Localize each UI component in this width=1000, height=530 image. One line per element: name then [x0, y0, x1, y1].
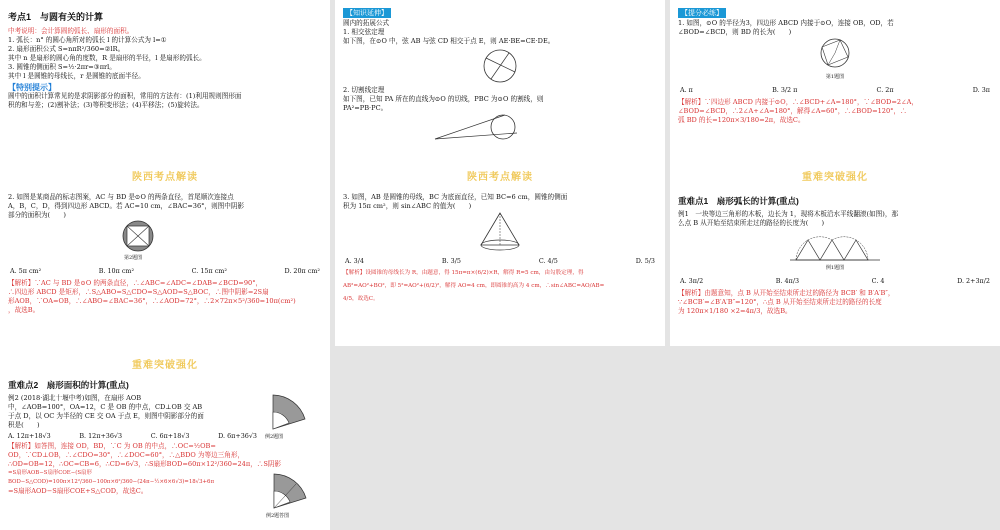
- slide6-heading: 重难点1 扇形弧长的计算(重点): [678, 196, 799, 206]
- option-a: A. 3/4: [345, 257, 364, 265]
- slide7-sol3: ∴OD=OB=12，∴OC=CB=6，∴CD=6√3，∴S扇形BOD=60π×12²/360=24π，∴S阴影: [8, 460, 282, 468]
- slide4-sol3: 形AOB，∵OA=OB，∴∠ABO=∠BAC=36°，∴∠AOD=72°，∴2×72π×5²/360=10π(cm²): [8, 297, 296, 305]
- slide6-title: 重难突破强化: [802, 172, 868, 183]
- slide1-line3: 其中 n 是扇形的圆心角的度数，R 是扇形的半径，l 是扇形的弧长。: [8, 54, 206, 62]
- option-b: B. 3/2 π: [772, 86, 798, 94]
- chord-figure: [335, 46, 665, 86]
- slide5-title: 陕西考点解读: [467, 172, 533, 183]
- quad-circle-figure: [670, 37, 1000, 73]
- option-b: B. 3/5: [441, 257, 461, 265]
- slide6-q1: 例1 一块等边三角形的木板，边长为 1，现将木板沿水平线翻滚(如图)，那: [678, 210, 899, 218]
- slide-6: [670, 158, 1000, 346]
- option-a: A. 12π+18√3: [8, 432, 51, 440]
- slide7-title: 重难突破强化: [132, 360, 198, 371]
- slide6-sol2: ∵∠BCB′=∠B′A′B″=120°，∴点 B 从开始至结束所走过的路径的长度: [678, 298, 882, 306]
- cone-figure: [335, 211, 665, 253]
- option-a: A. π: [680, 86, 693, 94]
- slide5-sol1: 【解析】设圆锥的母线长为 R，由题意，得 15π=π×(6/2)×R，解得 R=5 cm，由勾股定理，得: [343, 270, 584, 276]
- slide2-a: 1. 相交弦定理: [343, 28, 385, 36]
- slide4-title: 陕西考点解读: [132, 172, 198, 183]
- slide4-sol2: ∴四边形 ABCD 是矩形，∴S△ABO=S△CDO=S△AOD=S△BOC，∴图中阴影=2S扇: [8, 288, 269, 296]
- slide1-line5: 其中 l 是圆锥的母线长，r 是圆锥的底面半径。: [8, 72, 145, 80]
- option-c: C. 6π+18√3: [150, 432, 190, 440]
- slide3-tag: 【提分必练】: [678, 8, 726, 18]
- slide-4: [0, 158, 330, 346]
- slide7-fig2: 例2题答图: [266, 513, 290, 519]
- slide1-tip2: 积的和与差；(2)割补法；(3)等积变形法；(4)平移法；(5)旋转法。: [8, 101, 204, 109]
- option-d: D. 2+3π/2: [957, 277, 990, 285]
- slide4-q2: A，B，C，D，得到四边形 ABCD。若 AC=10 cm，∠BAC=36°，则图中阴影: [8, 202, 245, 210]
- option-c: C. 4/5: [538, 257, 558, 265]
- option-a: A. 3π/2: [680, 277, 704, 285]
- slide7-heading: 重难点2 扇形面积的计算(重点): [8, 380, 129, 390]
- slide1-tip: 【特别提示】: [8, 82, 56, 92]
- slide4-q3: 部分的面积为( ): [8, 211, 66, 219]
- slide1-heading: 考点1 与圆有关的计算: [8, 12, 104, 22]
- sector-figure: [265, 391, 315, 433]
- slide2-b1: 如下图，已知 PA 所在的直线为⊙O 的切线，PBC 为⊙O 的割线，则: [343, 95, 544, 103]
- slide1-tip1: 圆中的面积计算常见的是求阴影部分的面积，常用的方法有：(1)利用规则图形面: [8, 92, 242, 100]
- slide7-q4: 积是( ): [8, 421, 40, 429]
- slide7-sol5: =S扇形AOD−S扇形COE+S△COD，故选C。: [8, 487, 148, 495]
- slide6-q2: 么点 B 从开始至结束所走过的路径的长度为( ): [678, 219, 825, 227]
- logo-figure: [0, 220, 330, 254]
- option-b: B. 10π cm²: [98, 267, 135, 275]
- slide2-b2: PA²=PB·PC。: [343, 104, 388, 112]
- slide3-sol3: 弧 BD 的长=120π×3/180=2π，故选C。: [678, 116, 805, 124]
- slide3-sol1: 【解析】∵四边形 ABCD 内接于⊙O，∴∠BCD+∠A=180°，∵∠BOD=2∠A，: [678, 98, 918, 106]
- slide7-q2: 中，∠AOB=100°，OA=12，C 是 OB 的中点，CD⊥OB 交 AB: [8, 403, 203, 411]
- slide1-line2: 2. 扇形面积公式 S=nπR²/360=②lR。: [8, 45, 125, 53]
- slide4-sol1: 【解析】∵AC 与 BD 是⊙O 的两条直径，∴∠ABC=∠ADC=∠DAB=∠BCD=90°，: [8, 279, 263, 287]
- slide7-sol4: =S扇形AOB−S扇形COE−(S扇形BOD−S△COD)=100π×12²/360−100π×6²/360−(24π−½×6×6√3)=18√3+6π: [8, 470, 215, 485]
- slide2-tag: 【知识延伸】: [343, 8, 391, 18]
- option-d: D. 3π: [972, 86, 990, 94]
- slide5-sol2: AB²=AO²+BO²，即 5²=AO²+(6/2)²，解得 AO=4 cm，即圆锥的高为 4 cm，∴sin∠ABC=AO/AB=: [343, 283, 605, 289]
- slide1-line1: 1. 弧长：n° 的圆心角所对的弧长 l 的计算公式为 l=①: [8, 36, 167, 44]
- slide6-sol1: 【解析】由题意知，点 B 从开始至结束所走过的路径为 BCB′ 和 B′A′B″，: [678, 289, 895, 297]
- slide5-sol3: 4/5，故选C。: [343, 296, 379, 302]
- slide3-fig: 第1题图: [825, 74, 845, 80]
- sector-answer-figure: [266, 470, 316, 512]
- slide4-sol4: ，故选B。: [8, 306, 40, 314]
- slide2-heading: 圆内的拓展公式: [343, 19, 390, 27]
- rolling-triangle-figure: [670, 228, 1000, 264]
- slide1-line4: 3. 圆锥的侧面积 S=½·2πr=③πrl。: [8, 63, 116, 71]
- option-b: B. 12π+36√3: [79, 432, 123, 440]
- slide4-fig: 第2题图: [124, 255, 143, 261]
- option-c: C. 4: [871, 277, 885, 285]
- slide3-q1: 1. 如图，⊙O 的半径为3，四边形 ABCD 内接于⊙O，连接 OB，OD，若: [678, 19, 894, 27]
- slide7-q1: 例2 (2018·湖北十堰中考)如图，在扇形 AOB: [8, 394, 142, 402]
- slide6-sol3: 为 120π×1/180 ×2=4π/3，故选B。: [678, 307, 792, 315]
- option-d: D. 6π+36√3: [218, 432, 257, 440]
- slide5-q1: 3. 如图，AB 是圆锥的母线，BC 为底面直径，已知 BC=6 cm，圆锥的侧面: [343, 193, 568, 201]
- option-d: D. 20π cm²: [284, 267, 320, 275]
- slide3-q2: ∠BOD=∠BCD，则 BD 的长为( ): [678, 28, 792, 36]
- option-c: C. 2π: [876, 86, 894, 94]
- slide2-a1: 如下图，在⊙O 中，弦 AB 与弦 CD 相交于点 E，则 AE·BE=CE·DE。: [343, 37, 555, 45]
- slide6-fig: 例1题图: [825, 265, 845, 271]
- slide5-q2: 积为 15π cm²，则 sin∠ABC 的值为( ): [343, 202, 472, 210]
- slide7-sol1: 【解析】如答图，连接 OD，BD，∵C 为 OB 的中点，∴OC=½OB=: [8, 442, 216, 450]
- slide-5: [335, 158, 665, 346]
- option-d: D. 5/3: [635, 257, 655, 265]
- slide-7: [0, 346, 330, 530]
- slide7-sol2: OD，∵CD⊥OB，∴∠CDO=30°，∴∠DOC=60°，∴△BDO 为等边三角形，: [8, 451, 245, 459]
- slide1-note: 中考说明：会计算圆的弧长、扇形的面积。: [8, 27, 134, 35]
- empty-area: [335, 346, 1000, 530]
- slide7-q3: 于点 D，以 OC 为半径的 CE 交 OA 于点 E，则图中阴影部分的面: [8, 412, 204, 420]
- option-b: B. 4π/3: [775, 277, 800, 285]
- secant-figure: [335, 113, 665, 147]
- option-a: A. 5π cm²: [10, 267, 42, 275]
- slide7-fig1: 例2题图: [265, 434, 284, 440]
- slide2-b: 2. 切割线定理: [343, 86, 385, 94]
- option-c: C. 15π cm²: [191, 267, 227, 275]
- slide3-sol2: ∠BOD=∠BCD，∴2∠A+∠A=180°，解得∠A=60°，∴∠BOD=120°，∴: [678, 107, 907, 115]
- slide4-q1: 2. 如图是某商品的标志图案，AC 与 BD 是⊙O 的两条直径，首尾顺次连接点: [8, 193, 234, 201]
